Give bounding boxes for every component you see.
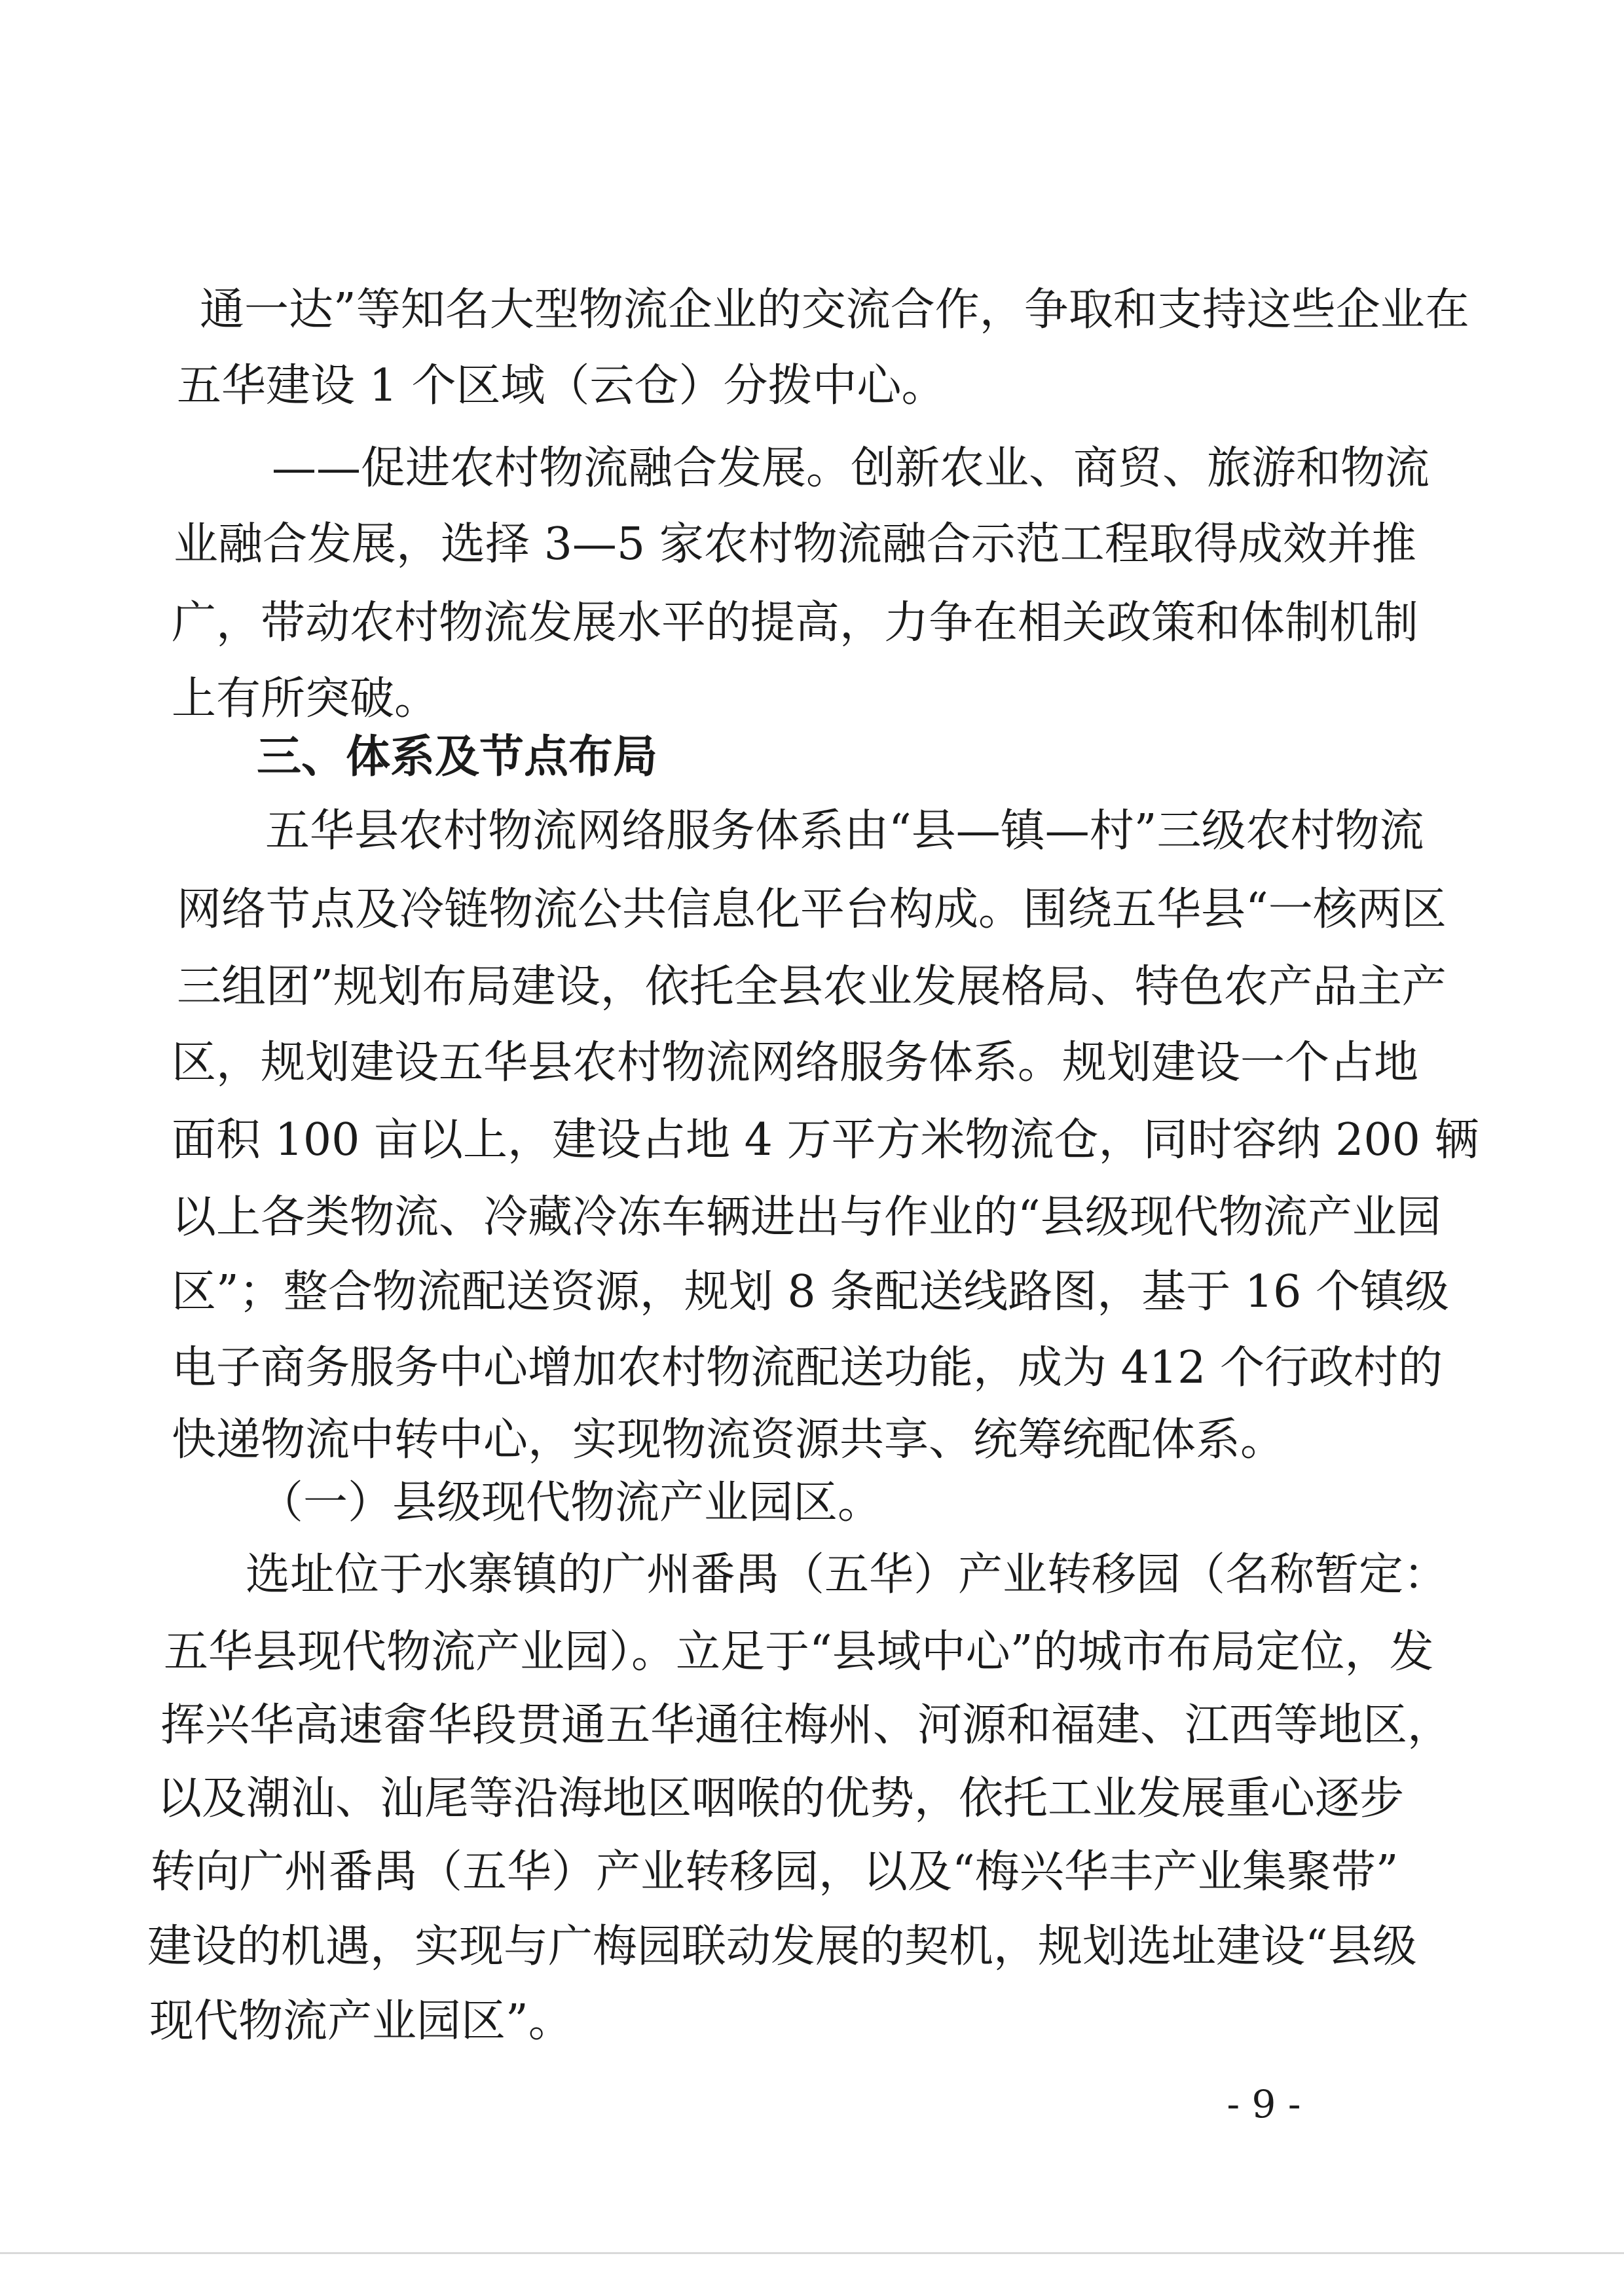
body-line: 五华县现代物流产业园）。立足于“县域中心”的城市布局定位，发	[164, 1626, 1434, 1678]
body-line: 区，规划建设五华县农村物流网络服务体系。规划建设一个占地	[172, 1037, 1419, 1089]
body-line: 上有所突破。	[172, 673, 439, 725]
body-line: 三组团”规划布局建设，依托全县农业发展格局、特色农产品主产	[177, 961, 1447, 1013]
body-line: 以上各类物流、冷藏冷冻车辆进出与作业的“县级现代物流产业园	[172, 1192, 1441, 1243]
body-line: 业融合发展，选择 3—5 家农村物流融合示范工程取得成效并推	[174, 519, 1416, 570]
subsection-heading: （一）县级现代物流产业园区。	[259, 1477, 883, 1529]
body-line: 挥兴华高速畲华段贯通五华通往梅州、河源和福建、江西等地区，	[160, 1700, 1452, 1751]
body-line: 广，带动农村物流发展水平的提高，力争在相关政策和体制机制	[172, 597, 1419, 649]
body-line: 五华建设 1 个区域（云仓）分拨中心。	[177, 360, 946, 412]
body-line: 五华县农村物流网络服务体系由“县—镇—村”三级农村物流	[265, 805, 1424, 857]
body-line: 以及潮汕、汕尾等沿海地区咽喉的优势，依托工业发展重心逐步	[157, 1773, 1405, 1825]
body-line: 面积 100 亩以上，建设占地 4 万平方米物流仓，同时容纳 200 辆	[172, 1114, 1479, 1166]
body-line: 快递物流中转中心，实现物流资源共享、统筹统配体系。	[172, 1414, 1285, 1466]
section-heading: 三、体系及节点布局	[257, 731, 658, 783]
body-line: 建设的机遇，实现与广梅园联动发展的契机，规划选址建设“县级	[147, 1921, 1417, 1973]
body-line: ——促进农村物流融合发展。创新农业、商贸、旅游和物流	[272, 443, 1430, 494]
body-line: 现代物流产业园区”。	[149, 1995, 573, 2047]
body-line: 网络节点及冷链物流公共信息化平台构成。围绕五华县“一核两区	[177, 884, 1447, 936]
scan-edge-divider	[0, 2252, 1624, 2254]
body-line: 转向广州番禺（五华）产业转移园，以及“梅兴华丰产业集聚带”	[151, 1846, 1399, 1898]
body-line: 选址位于水寨镇的广州番禺（五华）产业转移园（名称暂定：	[246, 1549, 1449, 1601]
page-number: - 9 -	[1227, 2082, 1301, 2126]
body-line: 电子商务服务中心增加农村物流配送功能，成为 412 个行政村的	[172, 1342, 1443, 1394]
body-line: 通一达”等知名大型物流企业的交流合作，争取和支持这些企业在	[200, 284, 1469, 336]
body-line: 区”；整合物流配送资源，规划 8 条配送线路图，基于 16 个镇级	[172, 1266, 1450, 1318]
